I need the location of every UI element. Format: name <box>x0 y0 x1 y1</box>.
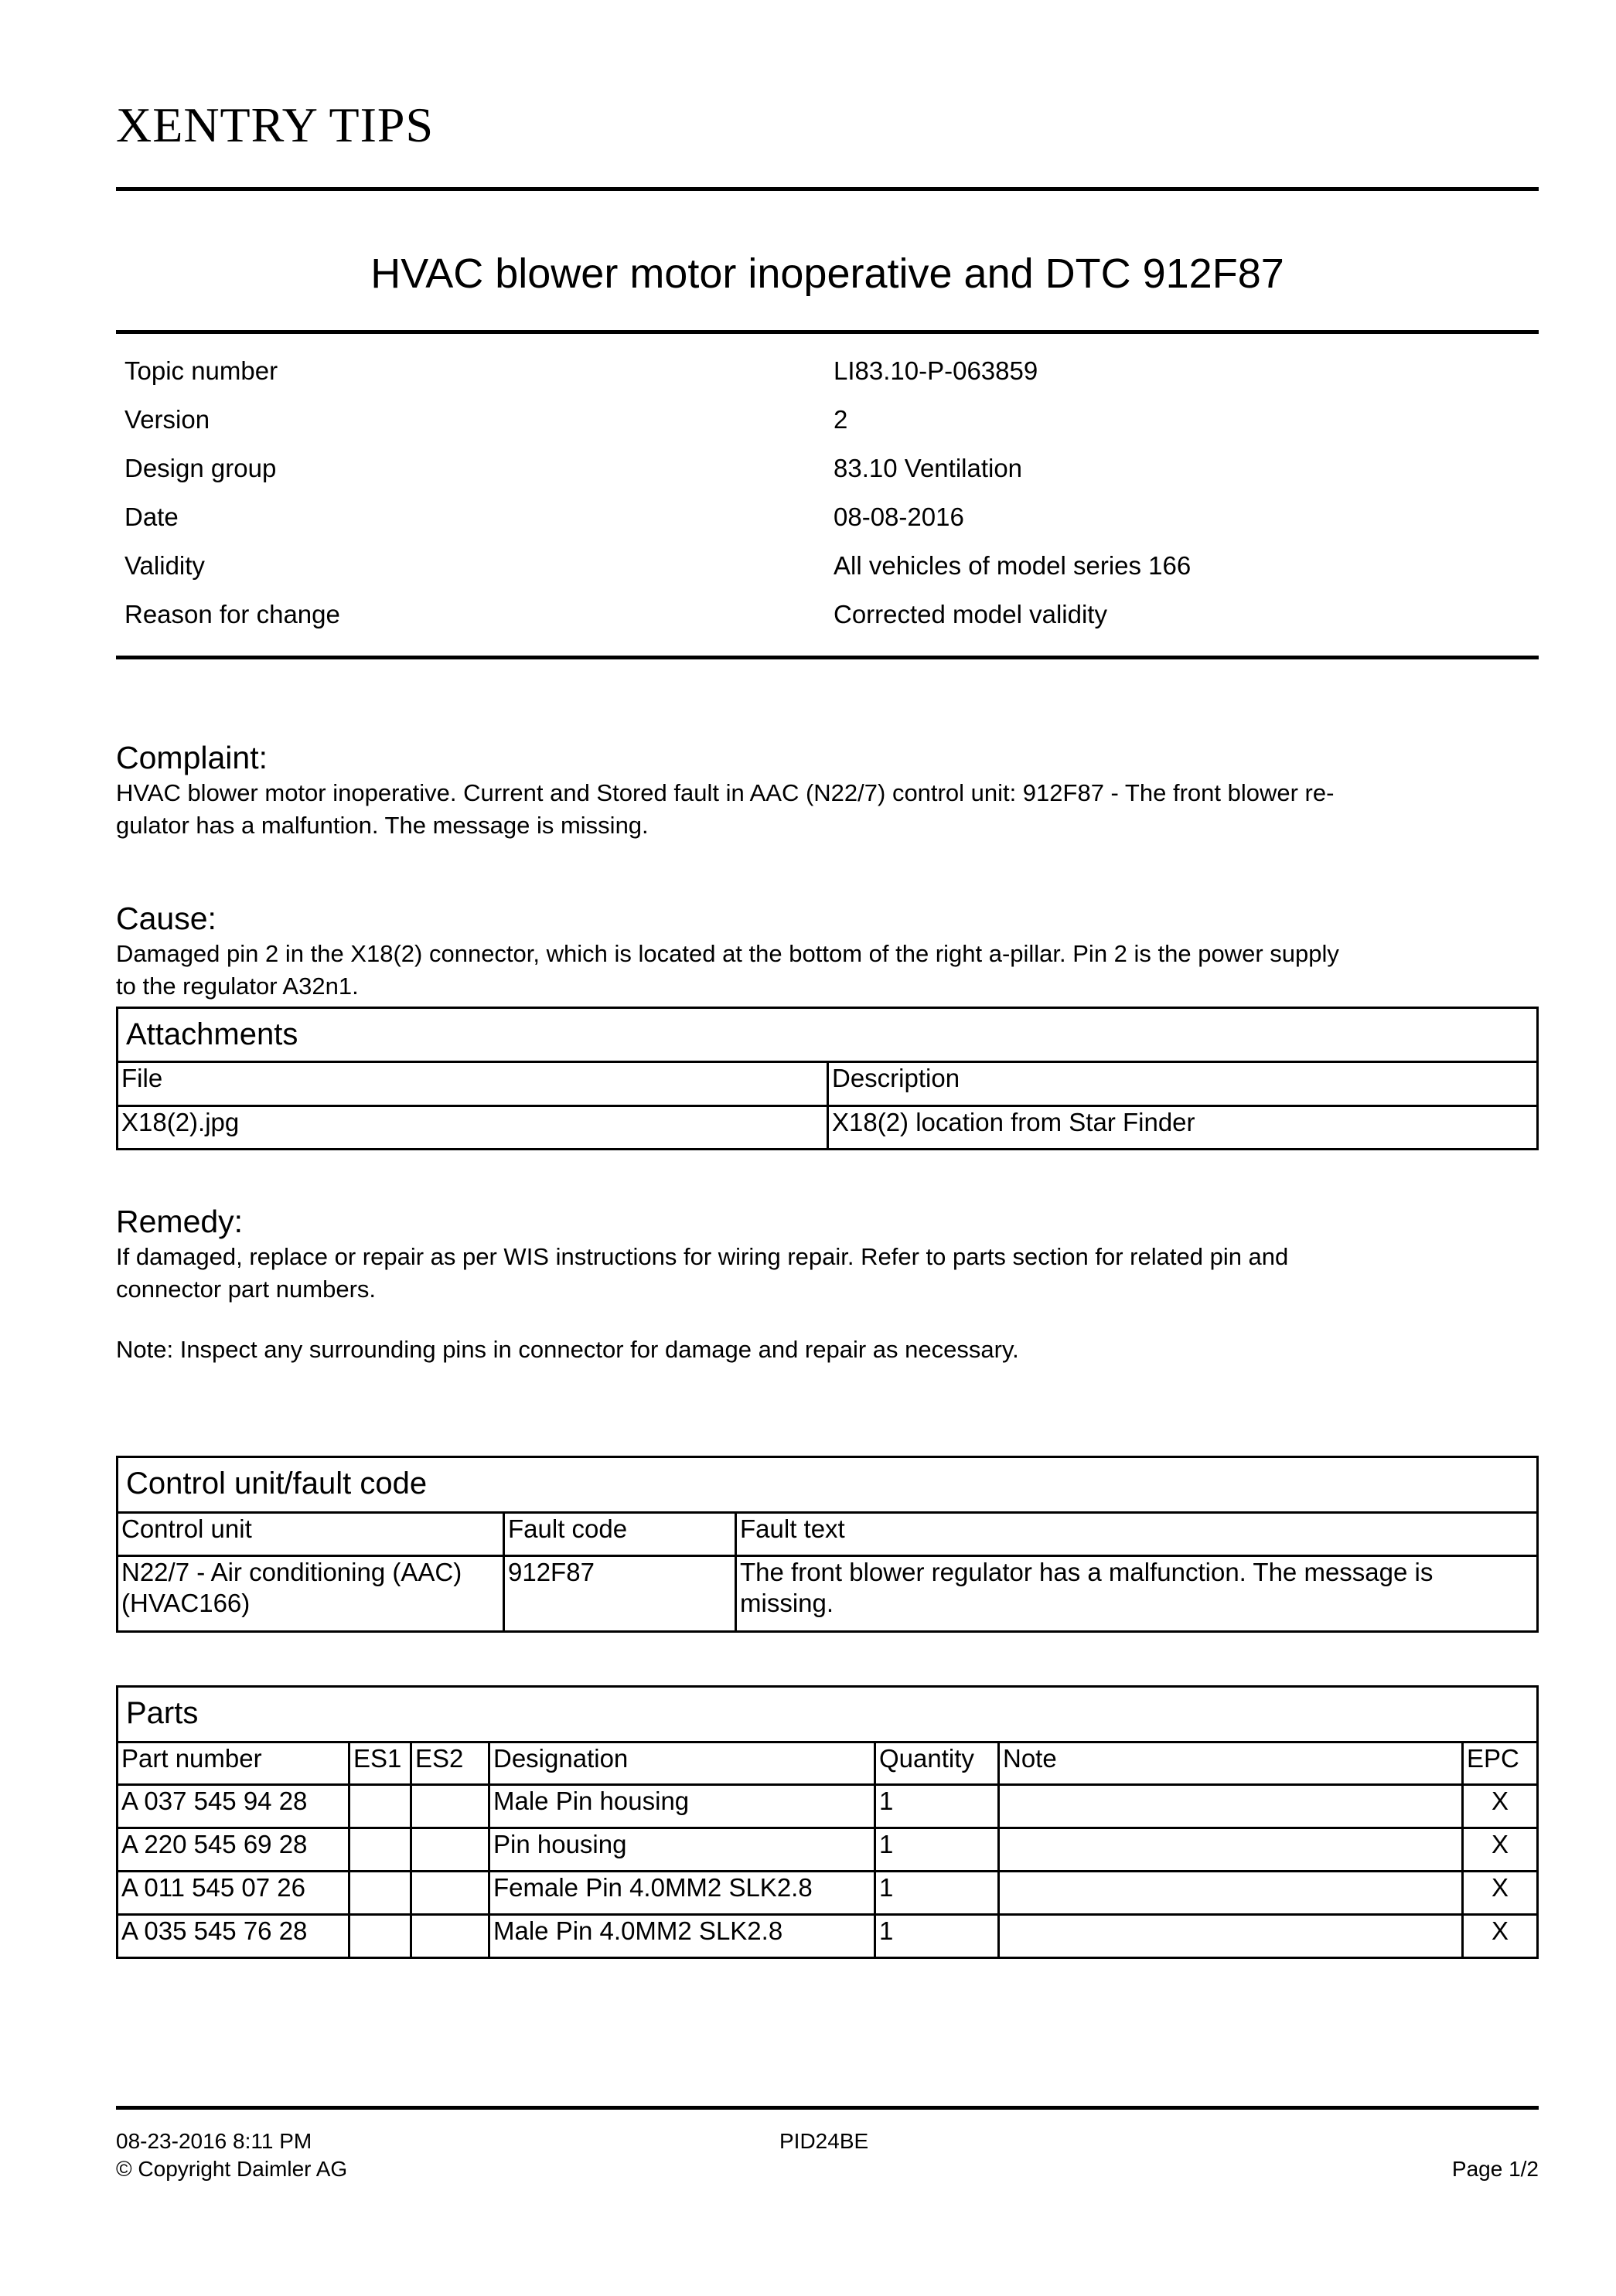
meta-row-topic-number <box>116 351 1539 400</box>
meta-label: Validity <box>124 551 205 580</box>
title-divider <box>116 330 1539 334</box>
part-es2 <box>411 1915 489 1958</box>
control-unit-variant: (HVAC166) <box>121 1589 251 1617</box>
meta-row-reason-for-change <box>116 594 1539 643</box>
complaint-line-2: gulator has a malfuntion. The message is missing. <box>116 812 649 839</box>
header-divider <box>116 187 1539 191</box>
meta-value: 08-08-2016 <box>834 502 964 531</box>
remedy-line-1: If damaged, replace or repair as per WIS instructions for wiring repair. Refer to parts section for related pin and <box>116 1243 1289 1270</box>
part-designation: Male Pin 4.0MM2 SLK2.8 <box>489 1915 875 1958</box>
cause-line-2: to the regulator A32n1. <box>116 973 359 1000</box>
part-es1 <box>349 1915 411 1958</box>
page-title: HVAC blower motor inoperative and DTC 912F87 <box>370 250 1284 297</box>
part-designation: Pin housing <box>489 1828 875 1872</box>
meta-divider <box>116 656 1539 659</box>
column-header-epc: EPC <box>1463 1742 1538 1785</box>
fault-text-line-1: The front blower regulator has a malfunction. The message is <box>740 1558 1434 1586</box>
footer-timestamp: 08-23-2016 8:11 PM <box>116 2129 312 2153</box>
fault-text-line-2: missing. <box>740 1589 834 1617</box>
part-number: A 035 545 76 28 <box>118 1915 349 1958</box>
fault-code-cell: 912F87 <box>504 1556 736 1632</box>
column-header-part-number: Part number <box>118 1742 349 1785</box>
part-es1 <box>349 1872 411 1915</box>
part-epc: X <box>1463 1828 1538 1872</box>
attachments-header-row <box>118 1062 1538 1106</box>
meta-label: Date <box>124 502 179 531</box>
footer-page-number: Page 1/2 <box>1451 2157 1539 2181</box>
brand-logo-text: XENTRY TIPS <box>116 97 435 152</box>
part-epc: X <box>1463 1785 1538 1828</box>
meta-label: Version <box>124 405 210 434</box>
column-header-designation: Designation <box>489 1742 875 1785</box>
control-unit-row <box>118 1556 1538 1632</box>
complaint-line-1: HVAC blower motor inoperative. Current and Stored fault in AAC (N22/7) control unit: 912F87 - The front blower re- <box>116 779 1335 806</box>
attachments-table <box>116 1007 1539 1150</box>
column-header-es2: ES2 <box>411 1742 489 1785</box>
remedy-line-2: connector part numbers. <box>116 1276 377 1303</box>
column-header-es1: ES1 <box>349 1742 411 1785</box>
attachment-file-link[interactable]: X18(2).jpg <box>118 1106 828 1150</box>
parts-row <box>118 1785 1538 1828</box>
meta-value: 2 <box>834 405 848 434</box>
column-header-fault-text: Fault text <box>736 1513 1538 1556</box>
part-es2 <box>411 1828 489 1872</box>
footer-divider <box>116 2106 1539 2110</box>
column-header-quantity: Quantity <box>875 1742 999 1785</box>
part-number: A 037 545 94 28 <box>118 1785 349 1828</box>
column-header-file: File <box>118 1062 828 1106</box>
control-unit-table <box>116 1456 1539 1633</box>
attachment-row <box>118 1106 1538 1150</box>
parts-header-row <box>118 1742 1538 1785</box>
part-designation: Female Pin 4.0MM2 SLK2.8 <box>489 1872 875 1915</box>
control-unit-caption: Control unit/fault code <box>118 1457 1538 1513</box>
part-quantity: 1 <box>875 1872 999 1915</box>
part-number: A 011 545 07 26 <box>118 1872 349 1915</box>
parts-table <box>116 1685 1539 1959</box>
part-quantity: 1 <box>875 1915 999 1958</box>
column-header-fault-code: Fault code <box>504 1513 736 1556</box>
column-header-description: Description <box>828 1062 1538 1106</box>
part-es1 <box>349 1828 411 1872</box>
meta-row-design-group <box>116 448 1539 497</box>
cause-text <box>116 938 1539 1003</box>
footer-doc-id: PID24BE <box>779 2129 869 2153</box>
meta-label: Topic number <box>124 356 278 385</box>
remedy-text <box>116 1241 1539 1306</box>
parts-row <box>118 1915 1538 1958</box>
part-number: A 220 545 69 28 <box>118 1828 349 1872</box>
part-es2 <box>411 1872 489 1915</box>
parts-row <box>118 1828 1538 1872</box>
cause-line-1: Damaged pin 2 in the X18(2) connector, which is located at the bottom of the right a-pillar. Pin 2 is the power supply <box>116 940 1339 967</box>
meta-label: Reason for change <box>124 600 340 629</box>
part-es1 <box>349 1785 411 1828</box>
remedy-heading: Remedy: <box>116 1204 244 1239</box>
part-note <box>999 1828 1463 1872</box>
control-unit-cell <box>118 1556 504 1632</box>
part-designation: Male Pin housing <box>489 1785 875 1828</box>
meta-value: Corrected model validity <box>834 600 1107 629</box>
meta-value: 83.10 Ventilation <box>834 454 1023 482</box>
part-epc: X <box>1463 1872 1538 1915</box>
part-note <box>999 1785 1463 1828</box>
parts-caption-row <box>118 1687 1538 1742</box>
control-unit-header-row <box>118 1513 1538 1556</box>
part-quantity: 1 <box>875 1828 999 1872</box>
metadata-table <box>116 351 1539 643</box>
meta-value: LI83.10-P-063859 <box>834 356 1038 385</box>
attachments-caption-row <box>118 1008 1538 1062</box>
part-quantity: 1 <box>875 1785 999 1828</box>
control-unit-caption-row <box>118 1457 1538 1513</box>
part-note <box>999 1915 1463 1958</box>
attachment-description: X18(2) location from Star Finder <box>828 1106 1538 1150</box>
parts-row <box>118 1872 1538 1915</box>
footer-copyright: © Copyright Daimler AG <box>116 2157 348 2181</box>
part-es2 <box>411 1785 489 1828</box>
meta-label: Design group <box>124 454 277 482</box>
column-header-note: Note <box>999 1742 1463 1785</box>
remedy-note: Note: Inspect any surrounding pins in connector for damage and repair as necessary. <box>116 1336 1019 1363</box>
meta-row-date <box>116 497 1539 546</box>
fault-text-cell <box>736 1556 1538 1632</box>
meta-row-validity <box>116 546 1539 594</box>
attachments-caption: Attachments <box>118 1008 1538 1062</box>
part-epc: X <box>1463 1915 1538 1958</box>
cause-heading: Cause: <box>116 901 216 936</box>
meta-value: All vehicles of model series 166 <box>834 551 1192 580</box>
control-unit-name: N22/7 - Air conditioning (AAC) <box>121 1558 462 1586</box>
parts-caption: Parts <box>118 1687 1538 1742</box>
meta-row-version <box>116 400 1539 448</box>
column-header-control-unit: Control unit <box>118 1513 504 1556</box>
complaint-heading: Complaint: <box>116 740 268 775</box>
part-note <box>999 1872 1463 1915</box>
complaint-text <box>116 777 1539 842</box>
